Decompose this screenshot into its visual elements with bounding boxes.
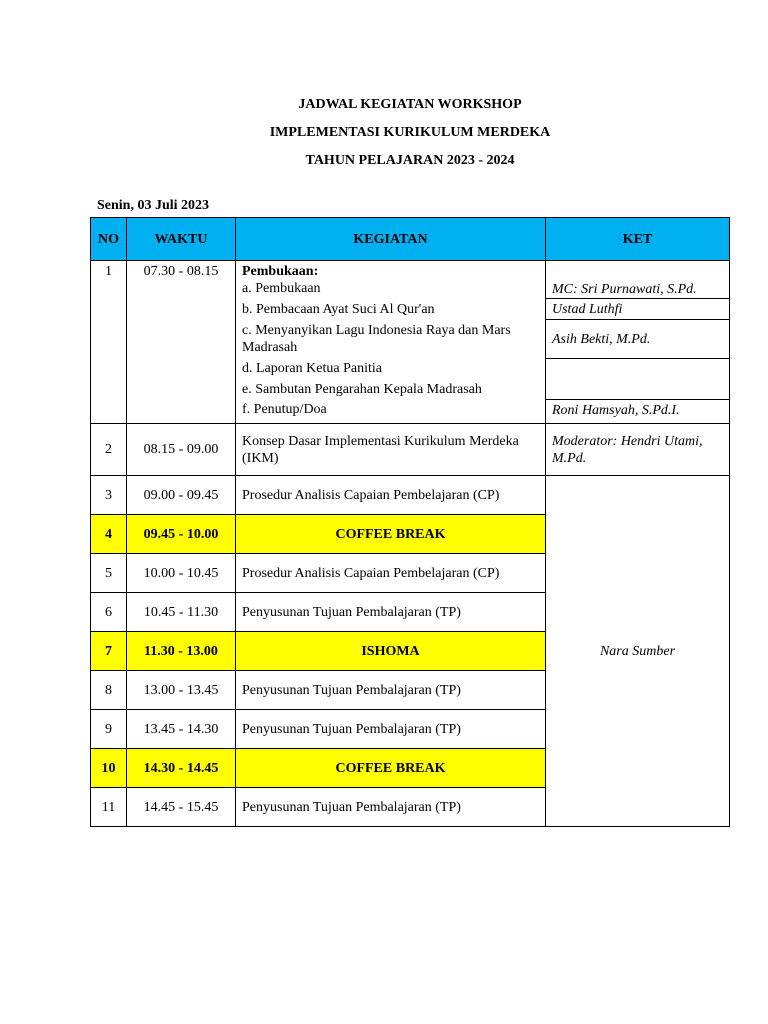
table-row (91, 424, 730, 476)
narasumber-cell: Nara Sumber (546, 476, 730, 827)
ket-item: Asih Bekti, M.Pd. (546, 320, 729, 359)
title-line-1: JADWAL KEGIATAN WORKSHOP (298, 97, 522, 112)
header-no: NO (91, 218, 127, 261)
row-activity (236, 261, 546, 424)
activity-item: c. Menyanyikan Lagu Indonesia Raya dan Mars Madrasah (242, 323, 511, 355)
header-waktu: WAKTU (127, 218, 236, 261)
row-time: 09.00 - 09.45 (127, 476, 236, 515)
title-line-3: TAHUN PELAJARAN 2023 - 2024 (305, 153, 515, 168)
row-no: 4 (91, 515, 127, 554)
row-ket: Moderator: Hendri Utami, M.Pd. (546, 424, 730, 476)
row-time: 08.15 - 09.00 (127, 424, 236, 476)
row-activity: Konsep Dasar Implementasi Kurikulum Merdeka (IKM) (236, 424, 546, 476)
row-activity: COFFEE BREAK (236, 515, 546, 554)
row-no: 10 (91, 749, 127, 788)
date-label: Senin, 03 Juli 2023 (97, 198, 210, 213)
row-time: 13.45 - 14.30 (127, 710, 236, 749)
ket-item: Roni Hamsyah, S.Pd.I. (552, 403, 680, 418)
row-activity: Penyusunan Tujuan Pembalajaran (TP) (236, 593, 546, 632)
activity-item: f. Penutup/Doa (242, 402, 327, 417)
header-row (91, 218, 730, 261)
activity-title: Pembukaan: (242, 264, 319, 279)
table-row (91, 261, 730, 424)
row-time: 13.00 - 13.45 (127, 671, 236, 710)
row-no: 6 (91, 593, 127, 632)
row-activity: COFFEE BREAK (236, 749, 546, 788)
row-activity: Prosedur Analisis Capaian Pembelajaran (CP) (236, 476, 546, 515)
schedule-table (90, 217, 730, 827)
row-activity: ISHOMA (236, 632, 546, 671)
row-no: 1 (91, 261, 127, 424)
row-activity: Penyusunan Tujuan Pembalajaran (TP) (236, 671, 546, 710)
ket-item: MC: Sri Purnawati, S.Pd. (546, 281, 729, 299)
row-no: 7 (91, 632, 127, 671)
row-ket (546, 261, 730, 424)
row-time: 10.00 - 10.45 (127, 554, 236, 593)
row-activity: Prosedur Analisis Capaian Pembelajaran (CP) (236, 554, 546, 593)
row-no: 2 (91, 424, 127, 476)
row-activity: Penyusunan Tujuan Pembalajaran (TP) (236, 788, 546, 827)
activity-item: d. Laporan Ketua Panitia (242, 361, 382, 376)
title-line-2: IMPLEMENTASI KURIKULUM MERDEKA (269, 125, 551, 140)
row-time: 10.45 - 11.30 (127, 593, 236, 632)
row-no: 5 (91, 554, 127, 593)
row-time: 07.30 - 08.15 (127, 261, 236, 424)
row-time: 14.30 - 14.45 (127, 749, 236, 788)
header-kegiatan: KEGIATAN (236, 218, 546, 261)
ket-item (546, 359, 729, 400)
header-ket: KET (546, 218, 730, 261)
row-time: 11.30 - 13.00 (127, 632, 236, 671)
row-no: 8 (91, 671, 127, 710)
row-time: 09.45 - 10.00 (127, 515, 236, 554)
activity-item: e. Sambutan Pengarahan Kepala Madrasah (242, 382, 482, 397)
row-time: 14.45 - 15.45 (127, 788, 236, 827)
ket-item: Ustad Luthfi (546, 298, 729, 320)
row-no: 11 (91, 788, 127, 827)
row-no: 9 (91, 710, 127, 749)
table-row (91, 476, 730, 515)
row-no: 3 (91, 476, 127, 515)
activity-item: b. Pembacaan Ayat Suci Al Qur'an (242, 302, 435, 317)
row-activity: Penyusunan Tujuan Pembalajaran (TP) (236, 710, 546, 749)
activity-item: a. Pembukaan (242, 281, 321, 296)
